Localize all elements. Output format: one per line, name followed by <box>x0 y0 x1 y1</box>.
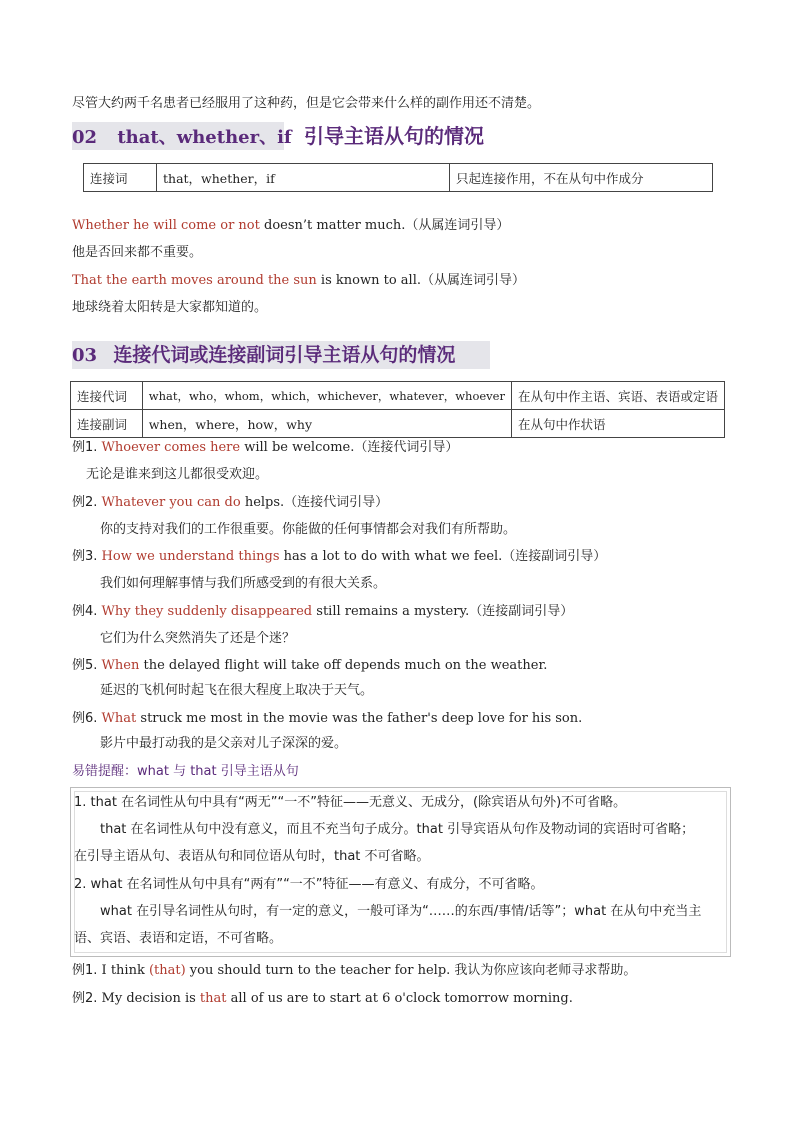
tip-line-4: 2. what 在名词性从句中具有“两有”“一不”特征——有意义、有成分，不可省略。 <box>74 877 544 892</box>
example-rest: still remains a mystery.（连接副词引导） <box>312 604 574 619</box>
example-rest: is known to all.（从属连词引导） <box>316 273 525 288</box>
example-highlight: Whether he will come or not <box>72 218 260 233</box>
example-rest: the delayed flight will take off depends much on the weather. <box>139 658 548 673</box>
section-02-title-zh: 引导主语从句的情况 <box>303 124 484 148</box>
section-03-title: 连接代词或连接副词引导主语从句的情况 <box>113 344 456 366</box>
table-cell: what，who，whom，which，whichever，whatever，whoever <box>142 382 511 410</box>
section-03-example-5: 例5. When the delayed flight will take off depends much on the weather. <box>72 658 548 673</box>
table-cell: 连接词 <box>84 164 157 192</box>
example-highlight: When <box>101 658 140 673</box>
section-03-example-6-zh: 影片中最打动我的是父亲对儿子深深的爱。 <box>100 736 348 751</box>
table-cell: when，where，how，why <box>142 410 511 438</box>
section-03-example-1: 例1. Whoever comes here will be welcome.（连接代词引导） <box>72 440 459 455</box>
example-highlight: (that) <box>148 963 186 978</box>
tip-line-2: that 在名词性从句中没有意义，而且不充当句子成分。that 引导宾语从句作及物动词的宾语时可省略； <box>100 822 695 837</box>
section-03-example-3: 例3. How we understand things has a lot to do with what we feel.（连接副词引导） <box>72 549 607 564</box>
example-rest: struck me most in the movie was the father's deep love for his son. <box>136 711 583 726</box>
section-03-example-2: 例2. Whatever you can do helps.（连接代词引导） <box>72 495 389 510</box>
table-cell: 在从句中作主语、宾语、表语或定语 <box>511 382 724 410</box>
tip-example-2: 例2. My decision is that all of us are to start at 6 o'clock tomorrow morning. <box>72 991 573 1006</box>
tip-line-3: 在引导主语从句、表语从句和同位语从句时，that 不可省略。 <box>74 849 430 864</box>
table-row <box>84 164 713 192</box>
section-03-example-1-zh: 无论是谁来到这儿都很受欢迎。 <box>86 467 269 482</box>
section-03-example-3-zh: 我们如何理解事情与我们所感受到的有很大关系。 <box>100 576 387 591</box>
table-row <box>71 382 725 410</box>
example-highlight: Whatever you can do <box>101 495 241 510</box>
section-02-example-2 <box>72 272 525 290</box>
table-cell: 连接代词 <box>71 382 143 410</box>
section-03-number: 03 <box>72 345 98 366</box>
section-02-heading <box>72 122 484 150</box>
section-03-heading <box>72 341 455 369</box>
tip-line-6: 语、宾语、表语和定语，不可省略。 <box>74 931 283 946</box>
section-03-example-4: 例4. Why they suddenly disappeared still remains a mystery.（连接副词引导） <box>72 604 574 619</box>
example-rest: will be welcome.（连接代词引导） <box>240 440 459 455</box>
section-02-number: 02 <box>72 127 98 148</box>
tip-line-5: what 在引导名词性从句时，有一定的意义，一般可译为“……的东西/事情/话等”；what 在从句中充当主 <box>100 904 702 919</box>
example-highlight: Whoever comes here <box>101 440 241 455</box>
section-02-example-2-zh: 地球绕着太阳转是大家都知道的。 <box>72 300 268 315</box>
example-rest: you should turn to the teacher for help. 我认为你应该向老师寻求帮助。 <box>185 963 637 978</box>
example-highlight: How we understand things <box>101 549 280 564</box>
example-rest: all of us are to start at 6 o'clock tomorrow morning. <box>226 991 573 1006</box>
section-03-example-4-zh: 它们为什么突然消失了还是个迷？ <box>100 631 296 646</box>
tip-line-1: 1. that 在名词性从句中具有“两无”“一不”特征——无意义、无成分，(除宾语从句外)不可省略。 <box>74 795 627 810</box>
section-02-example-1-zh: 他是否回来都不重要。 <box>72 245 203 260</box>
intro-sentence: 尽管大约两千名患者已经服用了这种药，但是它会带来什么样的副作用还不清楚。 <box>72 96 541 111</box>
example-highlight: What <box>101 711 137 726</box>
example-rest: helps.（连接代词引导） <box>240 495 389 510</box>
tip-heading: 易错提醒：what 与 that 引导主语从句 <box>72 764 299 779</box>
example-highlight: that <box>199 991 227 1006</box>
section-02-title-en: that、whether、if <box>117 127 292 148</box>
section-03-table <box>70 381 725 438</box>
section-02-example-1 <box>72 217 509 235</box>
section-02-table <box>83 163 713 192</box>
section-03-example-2-zh: 你的支持对我们的工作很重要。你能做的任何事情都会对我们有所帮助。 <box>100 522 517 537</box>
table-cell: 在从句中作状语 <box>511 410 724 438</box>
example-highlight: That the earth moves around the sun <box>72 273 317 288</box>
example-rest: doesn’t matter much.（从属连词引导） <box>259 218 510 233</box>
table-row <box>71 410 725 438</box>
example-rest: has a lot to do with what we feel.（连接副词引导） <box>279 549 607 564</box>
tip-example-1: 例1. I think (that) you should turn to the teacher for help. 我认为你应该向老师寻求帮助。 <box>72 963 637 978</box>
section-03-example-5-zh: 延迟的飞机何时起飞在很大程度上取决于天气。 <box>100 683 374 698</box>
example-highlight: Why they suddenly disappeared <box>101 604 313 619</box>
table-cell: that，whether，if <box>157 164 450 192</box>
table-cell: 连接副词 <box>71 410 143 438</box>
section-03-example-6: 例6. What struck me most in the movie was the father's deep love for his son. <box>72 711 583 726</box>
table-cell: 只起连接作用，不在从句中作成分 <box>450 164 713 192</box>
